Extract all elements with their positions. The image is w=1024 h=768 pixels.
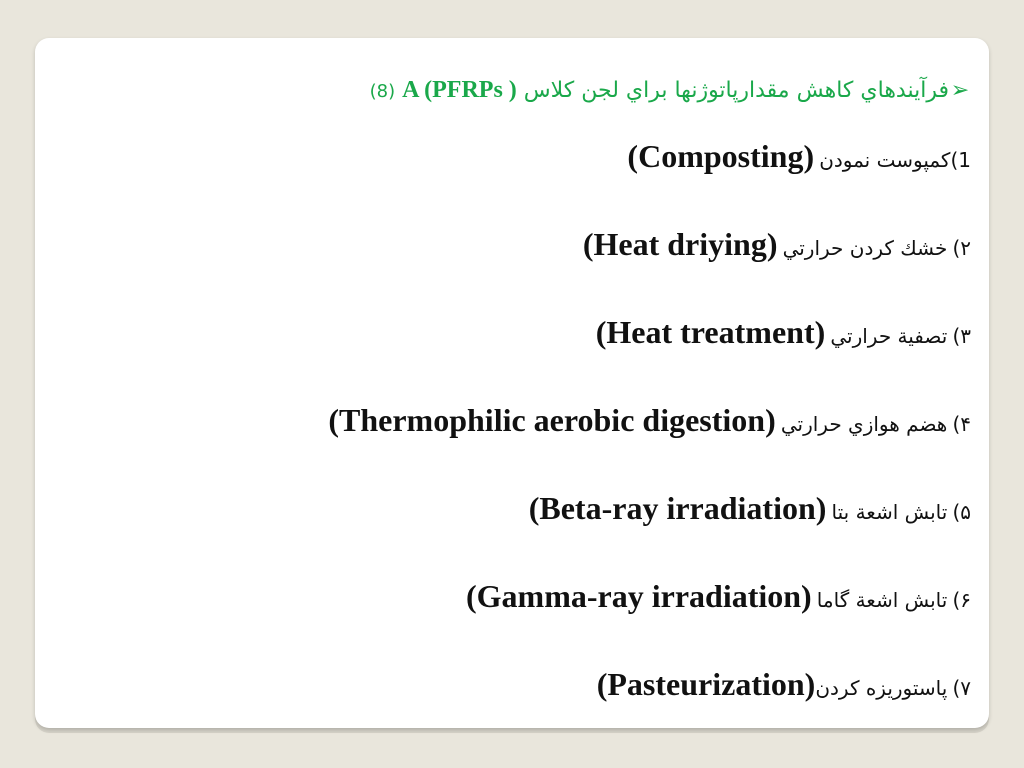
item-number: ۵) xyxy=(952,500,971,524)
heading-ref: (8) xyxy=(369,81,396,102)
item-text-en: (Composting) xyxy=(627,138,815,174)
item-number: 1) xyxy=(950,148,971,172)
item-number: ۶) xyxy=(952,588,971,612)
arrow-bullet-icon: ➢ xyxy=(950,78,970,103)
list-item xyxy=(71,288,971,376)
list-item xyxy=(71,376,971,464)
heading-text-fa: فرآيندهاي كاهش مقدارپاتوژنها براي لجن كلاس xyxy=(523,78,949,103)
item-number: ۷) xyxy=(952,676,971,700)
list-item xyxy=(71,112,971,200)
slide-content xyxy=(71,68,971,728)
item-text-en: (Heat treatment) xyxy=(595,314,826,350)
item-text-fa: هضم هوازي حرارتي xyxy=(780,412,948,436)
slide-heading xyxy=(71,68,971,112)
item-text-en: (Heat driying) xyxy=(582,226,778,262)
item-text-fa: تابش اشعة گاما xyxy=(816,588,948,612)
item-text-en: (Pasteurization) xyxy=(596,666,816,702)
item-text-en: (Gamma-ray irradiation) xyxy=(466,578,812,614)
list-item xyxy=(71,200,971,288)
list-item xyxy=(71,552,971,640)
item-text-fa: تابش اشعة بتا xyxy=(831,500,948,524)
heading-text-en: A (PFRPs ) xyxy=(402,77,517,103)
item-text-en: (Beta-ray irradiation) xyxy=(528,490,827,526)
item-number: ۳) xyxy=(952,324,971,348)
slide xyxy=(35,38,989,728)
item-number: ۴) xyxy=(952,412,971,436)
item-text-en: (Thermophilic aerobic digestion) xyxy=(328,402,776,438)
item-text-fa: كمپوست نمودن xyxy=(819,148,951,172)
item-text-fa: تصفية حرارتي xyxy=(830,324,948,348)
list-item xyxy=(71,640,971,728)
list-item xyxy=(71,464,971,552)
item-number: ۲) xyxy=(952,236,971,260)
item-text-fa: خشك كردن حرارتي xyxy=(782,236,948,260)
item-text-fa: پاستوريزه كردن xyxy=(815,676,948,700)
